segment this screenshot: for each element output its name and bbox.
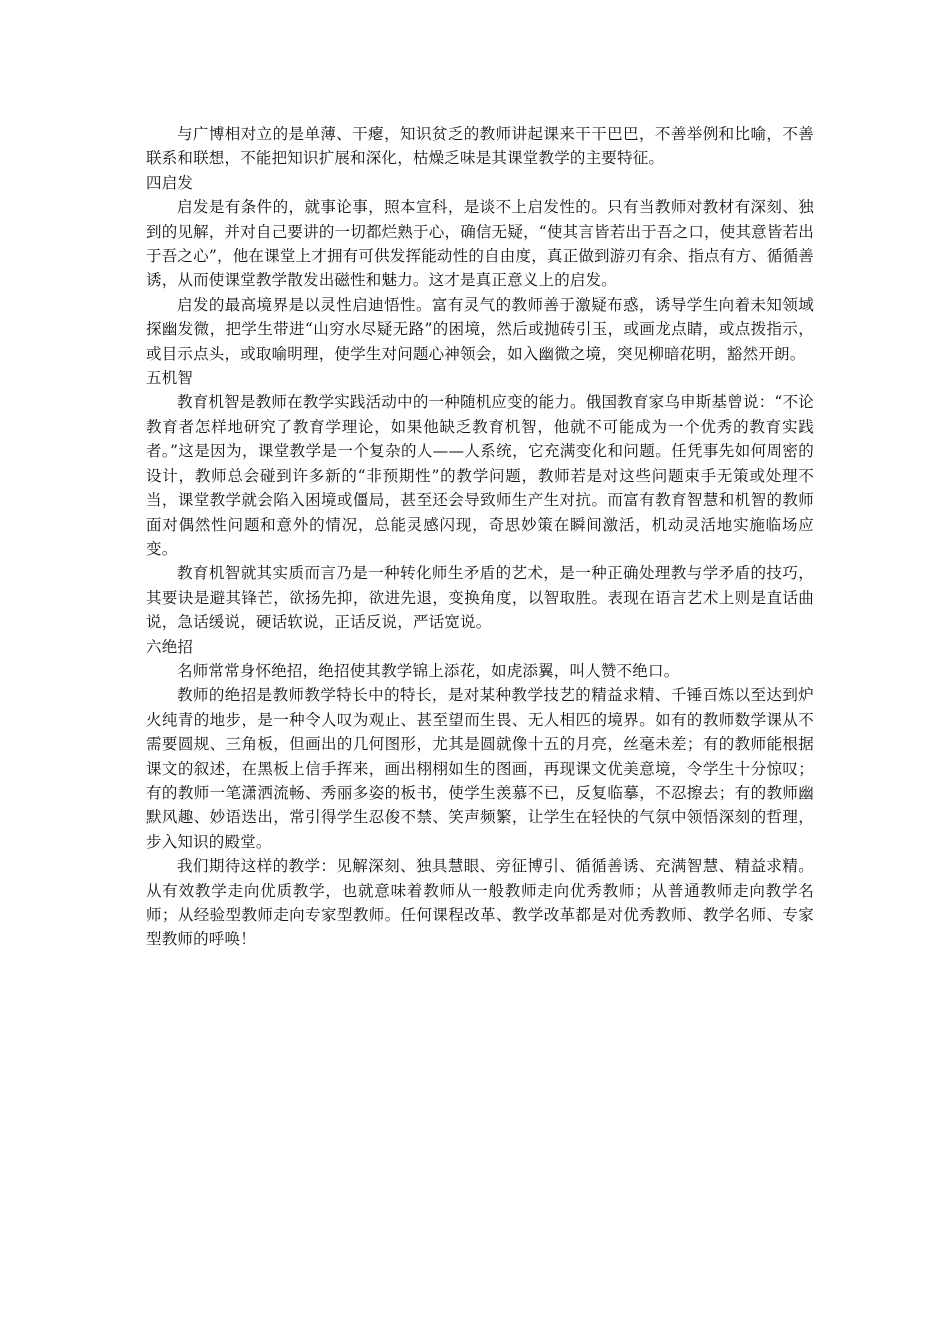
document-page [146,122,814,952]
paragraph: 启发是有条件的，就事论事，照本宣科，是谈不上启发性的。只有当教师对教材有深刻、独到的见解，并对自己要讲的一切都烂熟于心，确信无疑，“使其言皆若出于吾之口，使其意皆若出于吾之心”，他在课堂上才拥有可供发挥能动性的自由度，真正做到游刃有余、指点有方、循循善诱，从而使课堂教学散发出磁性和魅力。这才是真正意义上的启发。 [146,198,814,290]
section-heading: 五机智 [146,369,194,388]
section-heading: 四启发 [146,173,194,192]
paragraph: 名师常常身怀绝招，绝招使其教学锦上添花，如虎添翼，叫人赞不绝口。 [177,661,680,680]
paragraph: 与广博相对立的是单薄、干瘪，知识贫乏的教师讲起课来干干巴巴，不善举例和比喻，不善联系和联想，不能把知识扩展和深化，枯燥乏味是其课堂教学的主要特征。 [146,125,814,168]
paragraph: 我们期待这样的教学：见解深刻、独具慧眼、旁征博引、循循善诱、充满智慧、精益求精。从有效教学走向优质教学，也就意味着教师从一般教师走向优秀教师；从普通教师走向教学名师；从经验型教师走向专家型教师。任何课程改革、教学改革都是对优秀教师、教学名师、专家型教师的呼唤！ [146,857,814,949]
paragraph: 教育机智是教师在教学实践活动中的一种随机应变的能力。俄国教育家乌申斯基曾说：“不论教育者怎样地研究了教育学理论，如果他缺乏教育机智，他就不可能成为一个优秀的教育实践者。”这是因为，课堂教学是一个复杂的人——人系统，它充满变化和问题。任凭事先如何周密的设计，教师总会碰到许多新的“非预期性”的教学问题，教师若是对这些问题束手无策或处理不当，课堂教学就会陷入困境或僵局，甚至还会导致师生产生对抗。而富有教育智慧和机智的教师面对偶然性问题和意外的情况，总能灵感闪现，奇思妙策在瞬间激活，机动灵活地实施临场应变。 [146,393,814,558]
section-heading: 六绝招 [146,637,194,656]
paragraph: 启发的最高境界是以灵性启迪悟性。富有灵气的教师善于激疑布惑，诱导学生向着未知领域探幽发微，把学生带进“山穷水尽疑无路”的困境，然后或抛砖引玉，或画龙点睛，或点拨指示，或目示点头，或取喻明理，使学生对问题心神领会，如入幽微之境，突见柳暗花明，豁然开朗。 [146,295,814,363]
paragraph: 教育机智就其实质而言乃是一种转化师生矛盾的艺术，是一种正确处理教与学矛盾的技巧，其要诀是避其锋芒，欲扬先抑，欲进先退，变换角度，以智取胜。表现在语言艺术上则是直话曲说，急话缓说，硬话软说，正话反说，严话宽说。 [146,564,814,632]
paragraph: 教师的绝招是教师教学特长中的特长，是对某种教学技艺的精益求精、千锤百炼以至达到炉火纯青的地步，是一种令人叹为观止、甚至望而生畏、无人相匹的境界。如有的教师数学课从不需要圆规、三角板，但画出的几何图形，尤其是圆就像十五的月亮，丝毫未差；有的教师能根据课文的叙述，在黑板上信手挥来，画出栩栩如生的图画，再现课文优美意境，令学生十分惊叹；有的教师一笔潇洒流畅、秀丽多姿的板书，使学生羡慕不已，反复临摹，不忍擦去；有的教师幽默风趣、妙语迭出，常引得学生忍俊不禁、笑声频繁，让学生在轻快的气氛中领悟深刻的哲理，步入知识的殿堂。 [146,686,814,851]
